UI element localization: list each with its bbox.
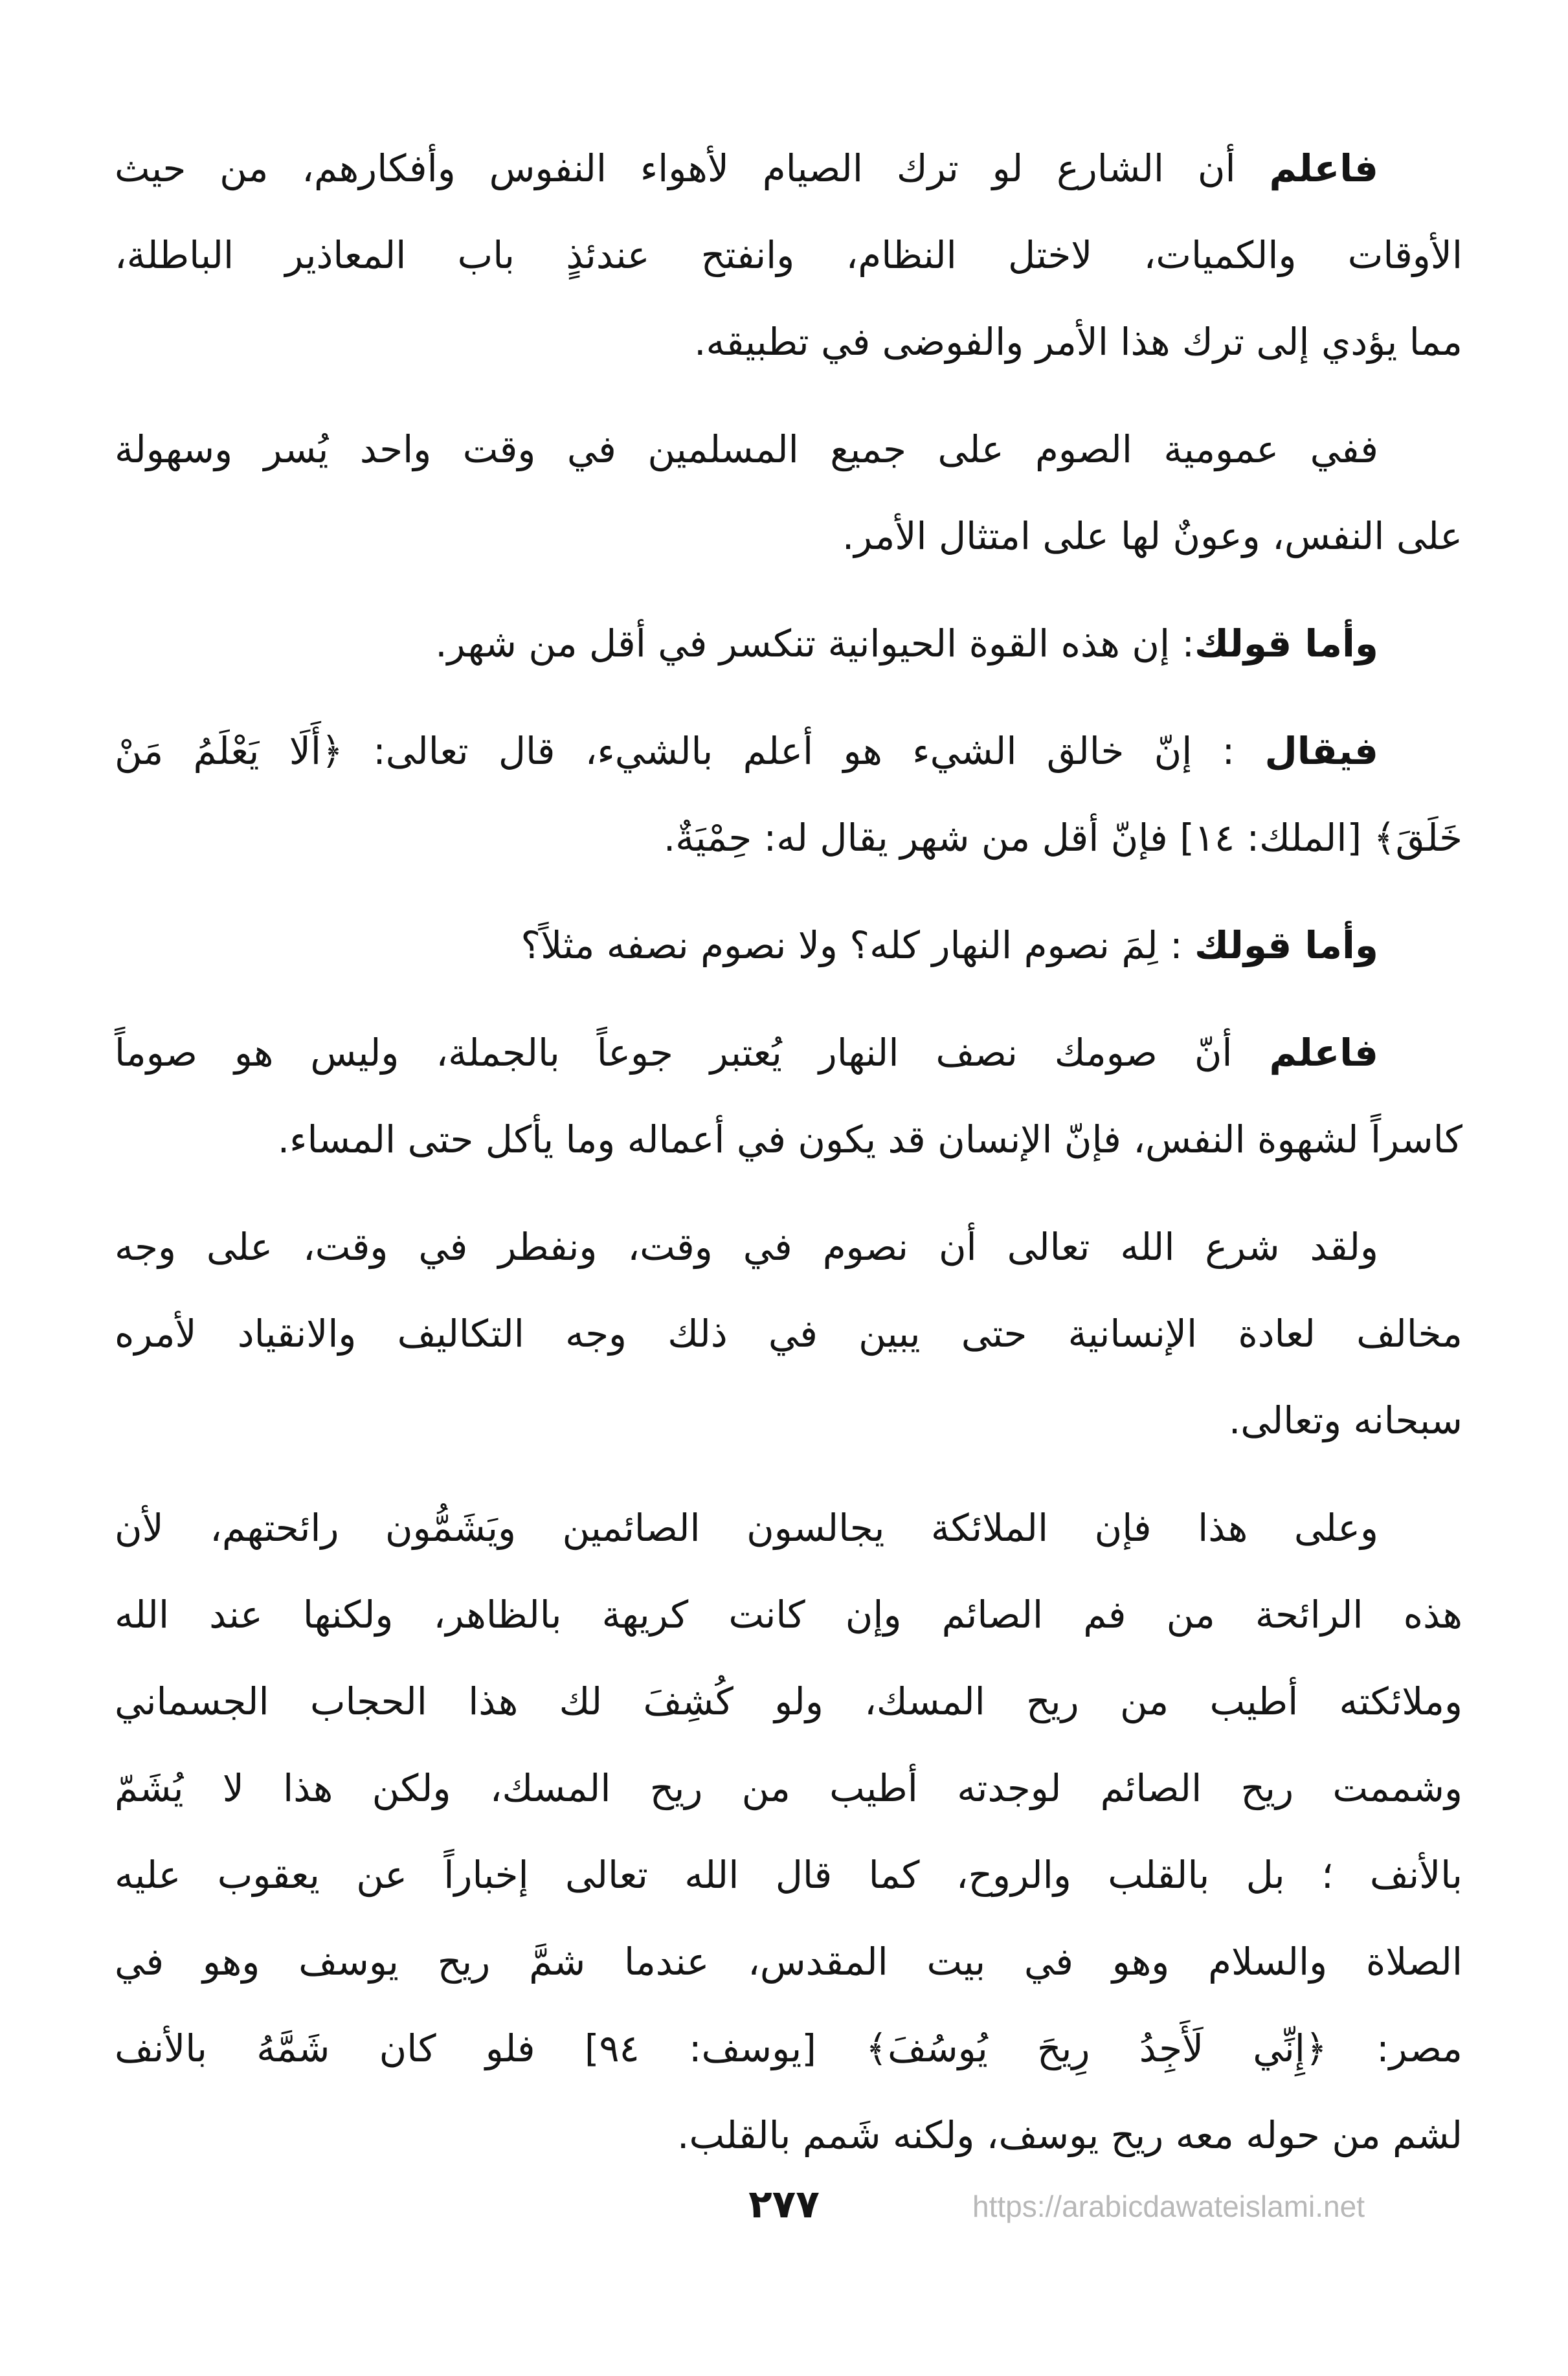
line-text: على النفس، وعونٌ لها على امتثال الأمر. [842, 514, 1462, 558]
bold-lead-word: فاعلم [1269, 146, 1378, 190]
line-text: : إن هذه القوة الحيوانية تنكسر في أقل من شهر. [435, 622, 1195, 666]
line-text: مما يؤدي إلى ترك هذا الأمر والفوضى في تطبيقه. [694, 320, 1462, 364]
line-text: : لِمَ نصوم النهار كله؟ ولا نصوم نصفه مثلاً؟ [521, 923, 1195, 967]
line-text: الصلاة والسلام وهو في بيت المقدس، عندما شمَّ ريح يوسف وهو في [115, 1940, 1462, 1984]
line-text: مصر: ﴿إِنِّي لَأَجِدُ رِيحَ يُوسُفَ﴾ [يوسف: ٩٤] فلو كان شَمَّهُ بالأنف [115, 2026, 1462, 2070]
line-text: وعلى هذا فإن الملائكة يجالسون الصائمين ويَشَمُّون رائحتهم، لأن [115, 1506, 1378, 1550]
line-text: ففي عمومية الصوم على جميع المسلمين في وقت واحد يُسر وسهولة [115, 427, 1378, 471]
line-text: ولقد شرع الله تعالى أن نصوم في وقت، ونفطر في وقت، على وجه [115, 1225, 1378, 1269]
paragraph [115, 1204, 1462, 1464]
line-text: لشم من حوله معه ريح يوسف، ولكنه شَمم بالقلب. [677, 2113, 1462, 2157]
text-line [115, 1009, 1462, 1096]
text-line [115, 2005, 1462, 2092]
text-line [115, 1377, 1462, 1464]
text-body [115, 125, 1462, 2179]
line-text: هذه الرائحة من فم الصائم وإن كانت كريهة بالظاهر، ولكنها عند الله [115, 1593, 1462, 1637]
text-line [115, 902, 1462, 989]
line-text: سبحانه وتعالى. [1228, 1398, 1462, 1442]
line-text: الأوقات والكميات، لاختل النظام، وانفتح عندئذٍ باب المعاذير الباطلة، [115, 233, 1462, 277]
text-line [115, 212, 1462, 298]
bold-lead-word: وأما قولك [1194, 622, 1378, 666]
text-line [115, 600, 1462, 687]
text-line [115, 1096, 1462, 1183]
text-line [115, 1658, 1462, 1745]
line-text: أنّ صومك نصف النهار يُعتبر جوعاً بالجملة، وليس هو صوماً [115, 1031, 1270, 1075]
text-line [115, 1571, 1462, 1658]
paragraph [115, 708, 1462, 881]
text-line [115, 125, 1462, 212]
bold-lead-word: وأما قولك [1194, 923, 1378, 967]
line-text: : إنّ خالق الشيء هو أعلم بالشيء، قال تعالى: ﴿أَلَا يَعْلَمُ مَنْ [115, 729, 1265, 773]
line-text: وملائكته أطيب من ريح المسك، ولو كُشِفَ لك هذا الحجاب الجسماني [115, 1679, 1462, 1723]
text-line [115, 1485, 1462, 1571]
text-line [115, 1832, 1462, 1918]
text-line [115, 1745, 1462, 1832]
line-text: بالأنف ؛ بل بالقلب والروح، كما قال الله تعالى إخباراً عن يعقوب عليه [115, 1853, 1462, 1897]
paragraph [115, 1485, 1462, 2179]
text-line [115, 2092, 1462, 2179]
page-number: ٢٧٧ [748, 2182, 820, 2227]
line-text: أن الشارع لو ترك الصيام لأهواء النفوس وأفكارهم، من حيث [115, 146, 1270, 190]
line-text: مخالف لعادة الإنسانية حتى يبين في ذلك وجه التكاليف والانقياد لأمره [115, 1312, 1462, 1356]
paragraph [115, 1009, 1462, 1183]
text-line [115, 1918, 1462, 2005]
bold-lead-word: فاعلم [1269, 1031, 1378, 1075]
bold-lead-word: فيقال [1264, 729, 1378, 773]
text-line [115, 1290, 1462, 1377]
line-text: كاسراً لشهوة النفس، فإنّ الإنسان قد يكون في أعماله وما يأكل حتى المساء. [277, 1117, 1462, 1161]
text-line [115, 794, 1462, 881]
paragraph [115, 902, 1462, 989]
text-line [115, 406, 1462, 493]
paragraph [115, 406, 1462, 579]
line-text: وشممت ريح الصائم لوجدته أطيب من ريح المسك، ولكن هذا لا يُشَمّ [115, 1766, 1462, 1810]
text-line [115, 298, 1462, 385]
paragraph [115, 125, 1462, 385]
text-line [115, 1204, 1462, 1290]
text-line [115, 708, 1462, 794]
paragraph [115, 600, 1462, 687]
line-text: خَلَقَ﴾ [الملك: ١٤] فإنّ أقل من شهر يقال له: حِمْيَةٌ. [663, 816, 1462, 860]
watermark-url: https://arabicdawateislami.net [972, 2190, 1365, 2223]
text-line [115, 493, 1462, 579]
